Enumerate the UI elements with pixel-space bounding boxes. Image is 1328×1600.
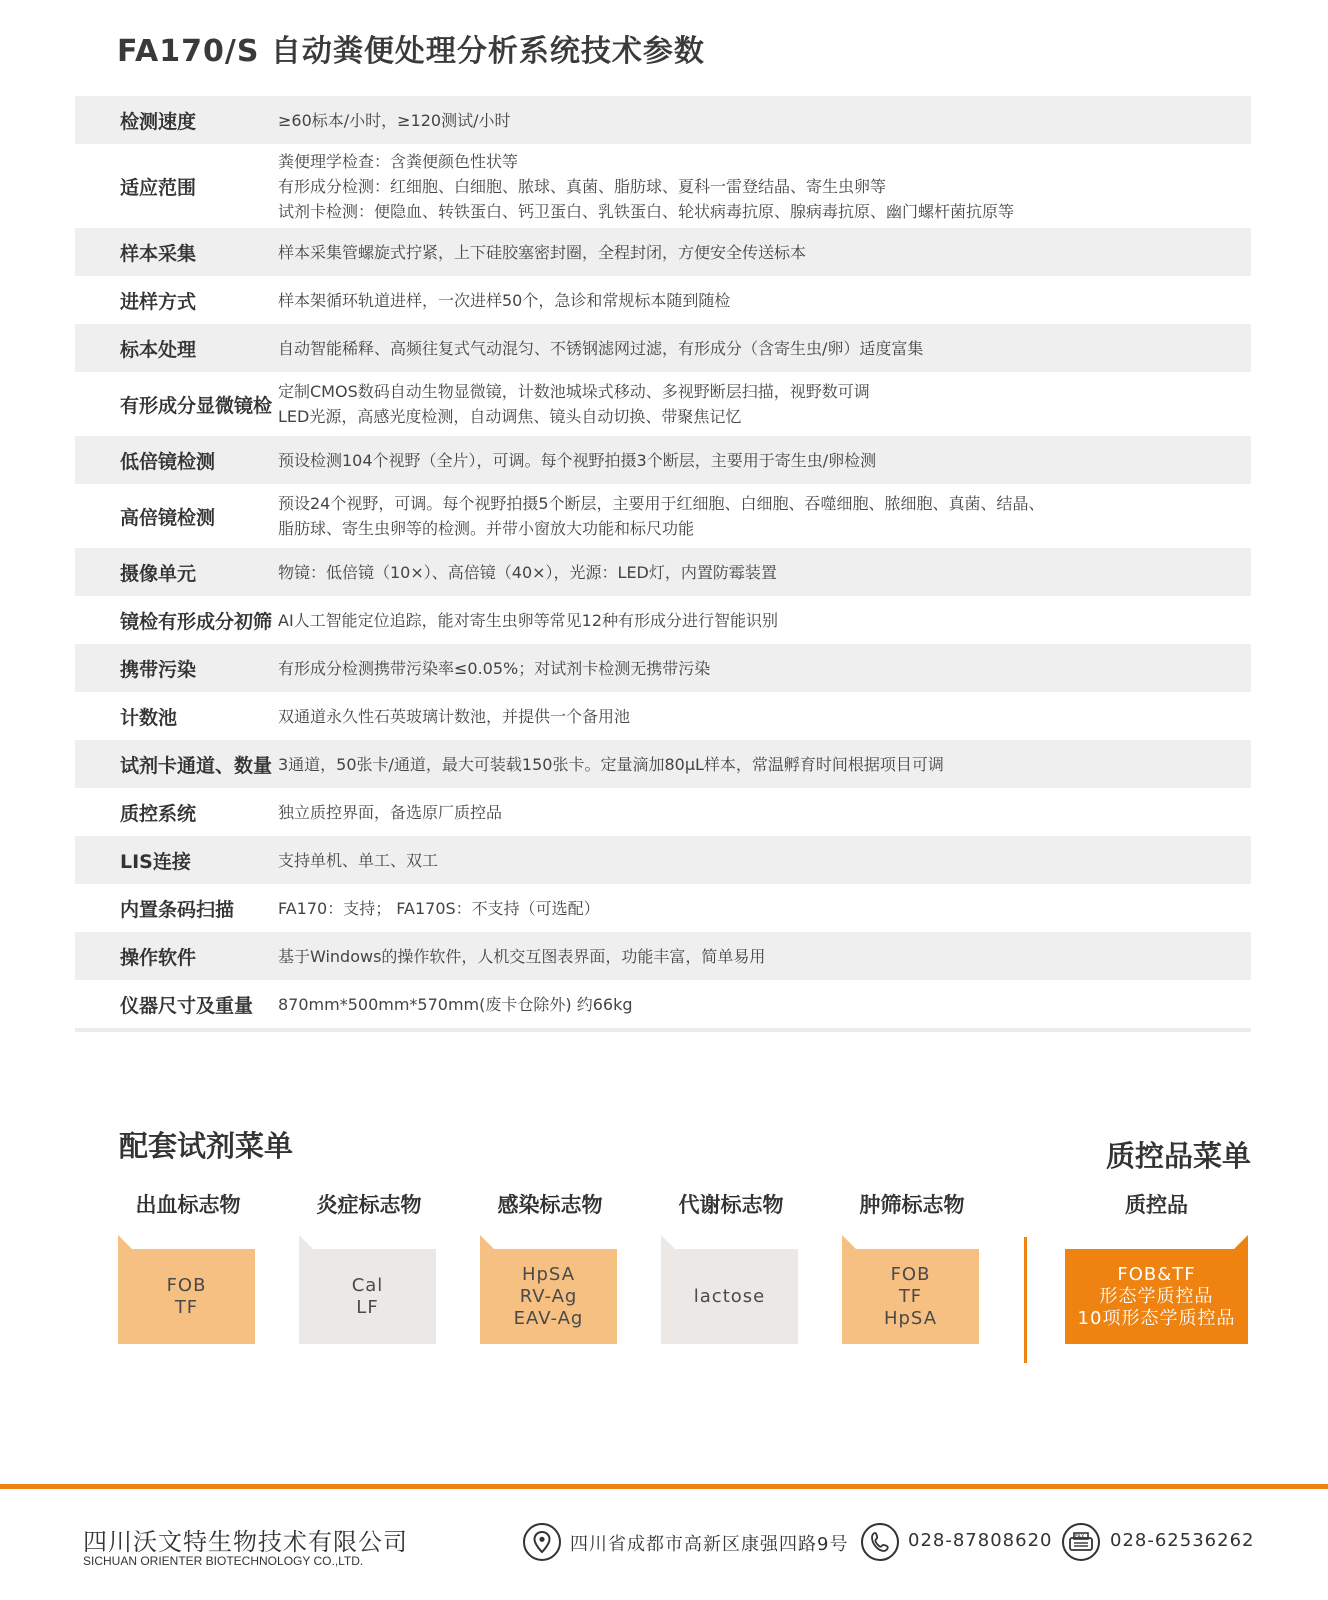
- spec-label: 高倍镜检测: [120, 506, 216, 529]
- spec-label: 标本处理: [120, 338, 197, 361]
- spec-value: [278, 560, 1251, 585]
- spec-label: 仪器尺寸及重量: [120, 994, 254, 1017]
- spec-value-line: ≥60标本/小时，≥120测试/小时: [278, 110, 511, 130]
- spec-row: [75, 324, 1251, 372]
- spec-value-line: 试剂卡检测：便隐血、转铁蛋白、钙卫蛋白、乳铁蛋白、轮状病毒抗原、腺病毒抗原、幽门螺杆菌抗原等: [278, 201, 1015, 221]
- spec-row: [75, 788, 1251, 836]
- reagent-item: lactose: [693, 1285, 766, 1307]
- spec-label: 内置条码扫描: [120, 898, 235, 921]
- spec-row: [75, 596, 1251, 644]
- spec-row: [75, 96, 1251, 144]
- spec-value: [278, 240, 1251, 265]
- qc-item: 10项形态学质控品: [1077, 1307, 1236, 1329]
- spec-value: [278, 992, 1251, 1017]
- spec-value-line: 样本采集管螺旋式拧紧，上下硅胶塞密封圈，全程封闭，方便安全传送标本: [278, 242, 807, 262]
- spec-label: 检测速度: [120, 110, 197, 133]
- spec-value-line: 870mm*500mm*570mm(废卡仓除外) 约66kg: [278, 994, 633, 1014]
- spec-label: 计数池: [120, 706, 178, 729]
- reagent-item: HpSA: [883, 1307, 938, 1329]
- spec-value: [278, 608, 1251, 633]
- spec-value-line: 3通道，50张卡/通道，最大可装载150张卡。定量滴加80μL样本，常温孵育时间根据项目可调: [278, 754, 944, 774]
- category-label: 肿筛标志物: [859, 1193, 965, 1217]
- spec-value: [278, 752, 1251, 777]
- spec-row: [75, 144, 1251, 228]
- spec-value-line: 粪便理学检查：含粪便颜色性状等: [278, 151, 519, 171]
- spec-value-line: LED光源，高感光度检测，自动调焦、镜头自动切换、带聚焦记忆: [278, 407, 742, 426]
- qc-category: [1065, 1190, 1248, 1329]
- reagent-card: [118, 1249, 255, 1344]
- spec-value: [278, 149, 1251, 224]
- fax-text: 028-62536262: [1110, 1530, 1255, 1551]
- spec-row: [75, 692, 1251, 740]
- reagent-item: FOB: [890, 1263, 931, 1285]
- spec-row: [75, 836, 1251, 884]
- spec-row: [75, 980, 1251, 1028]
- fax-icon-label: FAX: [1075, 1534, 1085, 1540]
- reagent-card: [661, 1249, 798, 1344]
- reagent-card: [299, 1249, 436, 1344]
- spec-row: [75, 884, 1251, 932]
- reagent-category: [842, 1190, 982, 1329]
- spec-value: [278, 848, 1251, 873]
- address-text: 四川省成都市高新区康强四路9号: [570, 1534, 849, 1555]
- spec-value: [278, 108, 1251, 133]
- reagent-item: Cal: [351, 1274, 384, 1296]
- fax-icon: [1062, 1523, 1100, 1561]
- menu-divider: [1024, 1237, 1027, 1363]
- reagent-category: [299, 1190, 439, 1318]
- spec-value: [278, 379, 1251, 429]
- spec-value: [278, 448, 1251, 473]
- spec-value-line: 预设检测104个视野（全片），可调。每个视野拍摄3个断层，主要用于寄生虫/卵检测: [278, 450, 877, 470]
- spec-row: [75, 372, 1251, 436]
- spec-label: 携带污染: [120, 658, 197, 681]
- spec-row: [75, 932, 1251, 980]
- spec-value: [278, 896, 1251, 921]
- reagent-category: [118, 1190, 258, 1318]
- spec-value: [278, 800, 1251, 825]
- spec-label: 有形成分显微镜检: [120, 394, 273, 417]
- spec-value: [278, 288, 1251, 313]
- category-label: 代谢标志物: [678, 1193, 784, 1217]
- reagent-category: [661, 1190, 801, 1307]
- spec-value-line: AI人工智能定位追踪，能对寄生虫卵等常见12种有形成分进行智能识别: [278, 610, 779, 630]
- spec-value: [278, 704, 1251, 729]
- qc-item: FOB&TF: [1117, 1263, 1196, 1285]
- spec-value-line: 样本架循环轨道进样，一次进样50个，急诊和常规标本随到随检: [278, 290, 731, 310]
- spec-value: [278, 491, 1251, 541]
- category-label: 炎症标志物: [316, 1193, 422, 1217]
- spec-label: LIS连接: [120, 850, 191, 873]
- spec-value-line: 基于Windows的操作软件，人机交互图表界面，功能丰富，简单易用: [278, 946, 766, 966]
- category-label: 出血标志物: [135, 1193, 241, 1217]
- spec-value-line: 物镜：低倍镜（10×）、高倍镜（40×），光源：LED灯，内置防霉装置: [278, 562, 777, 582]
- spec-value-line: 有形成分检测携带污染率≤0.05%；对试剂卡检测无携带污染: [278, 658, 711, 678]
- spec-label: 操作软件: [120, 946, 197, 969]
- spec-row: [75, 644, 1251, 692]
- spec-row: [75, 436, 1251, 484]
- reagent-card: [842, 1249, 979, 1344]
- spec-row: [75, 548, 1251, 596]
- spec-value-line: 有形成分检测：红细胞、白细胞、脓球、真菌、脂肪球、夏科一雷登结晶、寄生虫卵等: [278, 176, 887, 196]
- spec-label: 进样方式: [120, 290, 197, 313]
- reagent-item: HpSA: [521, 1263, 576, 1285]
- spec-value-line: 支持单机、单工、双工: [278, 850, 439, 870]
- page-title: FA170/S 自动粪便处理分析系统技术参数: [117, 34, 705, 69]
- footer-rule: [0, 1484, 1328, 1489]
- category-label: 质控品: [1125, 1193, 1188, 1217]
- category-label: 感染标志物: [497, 1193, 603, 1217]
- location-pin-icon: [523, 1523, 561, 1561]
- reagent-category: [480, 1190, 620, 1329]
- reagent-menu-title: 配套试剂菜单: [119, 1129, 294, 1163]
- company-name-en: SICHUAN ORIENTER BIOTECHNOLOGY CO.,LTD.: [83, 1554, 364, 1568]
- reagent-item: LF: [356, 1296, 379, 1318]
- spec-value-line: FA170：支持； FA170S：不支持（可选配）: [278, 898, 600, 918]
- spec-value: [278, 944, 1251, 969]
- spec-label: 适应范围: [120, 176, 197, 199]
- spec-value-line: 预设24个视野，可调。每个视野拍摄5个断层，主要用于红细胞、白细胞、吞噬细胞、脓细胞、真菌、结晶、: [278, 494, 1045, 513]
- reagent-item: TF: [174, 1296, 199, 1318]
- company-name-cn: 四川沃文特生物技术有限公司: [83, 1528, 408, 1556]
- spec-label: 摄像单元: [120, 562, 197, 585]
- spec-label: 样本采集: [120, 242, 197, 265]
- qc-item: 形态学质控品: [1099, 1285, 1214, 1307]
- spec-value-line: 独立质控界面，备选原厂质控品: [278, 802, 503, 822]
- reagent-item: EAV-Ag: [513, 1307, 584, 1329]
- spec-label: 镜检有形成分初筛: [120, 610, 273, 633]
- spec-row: [75, 276, 1251, 324]
- spec-label: 低倍镜检测: [120, 450, 216, 473]
- spec-value-line: 脂肪球、寄生虫卵等的检测。并带小窗放大功能和标尺功能: [278, 519, 695, 538]
- reagent-item: RV-Ag: [519, 1285, 578, 1307]
- spec-row: [75, 228, 1251, 276]
- reagent-item: TF: [898, 1285, 923, 1307]
- spec-value: [278, 656, 1251, 681]
- spec-row: [75, 484, 1251, 548]
- spec-row: [75, 740, 1251, 788]
- spec-value-line: 双通道永久性石英玻璃计数池，并提供一个备用池: [278, 706, 631, 726]
- qc-card: [1065, 1249, 1248, 1344]
- reagent-item: FOB: [166, 1274, 207, 1296]
- qc-menu-title: 质控品菜单: [1105, 1139, 1251, 1173]
- reagent-card: [480, 1249, 617, 1344]
- spec-table: [75, 96, 1251, 1032]
- phone-text: 028-87808620: [908, 1530, 1053, 1551]
- spec-value-line: 定制CMOS数码自动生物显微镜，计数池城垛式移动、多视野断层扫描，视野数可调: [278, 382, 870, 401]
- spec-label: 试剂卡通道、数量: [120, 754, 273, 777]
- spec-value: [278, 336, 1251, 361]
- phone-icon: [861, 1523, 899, 1561]
- spec-value-line: 自动智能稀释、高频往复式气动混匀、不锈钢滤网过滤，有形成分（含寄生虫/卵）适度富集: [278, 338, 924, 358]
- spec-label: 质控系统: [120, 802, 197, 825]
